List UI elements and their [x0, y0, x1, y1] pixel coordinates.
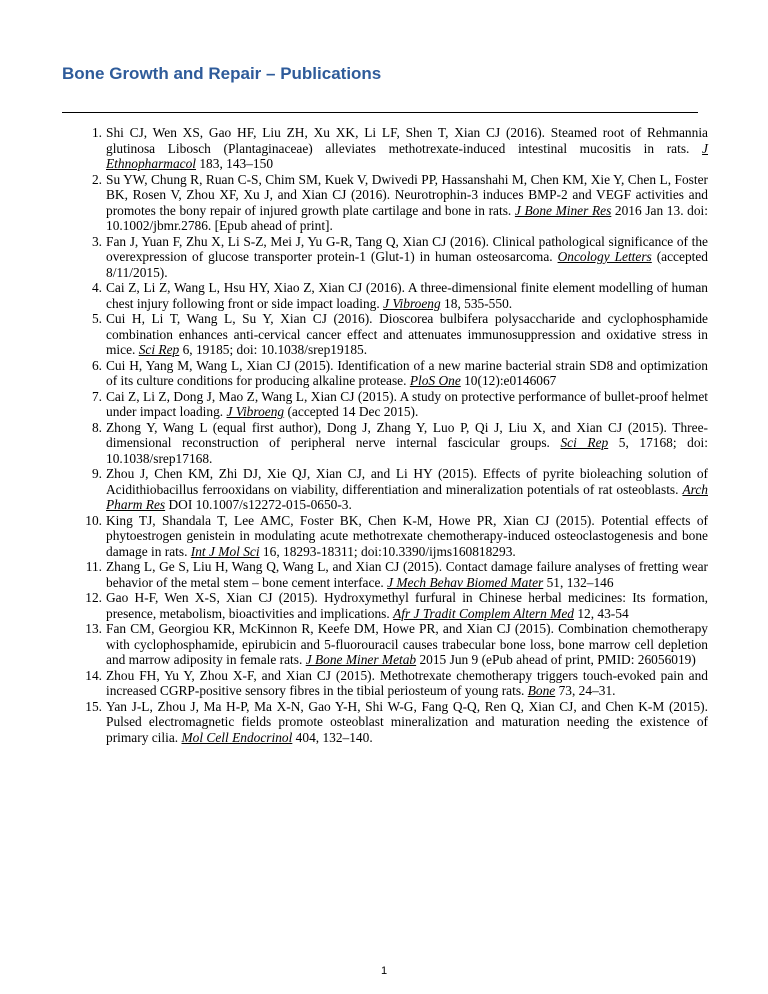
- reference-citation: Gao H-F, Wen X-S, Xian CJ (2015). Hydroxymethyl furfural in Chinese herbal medicines: Its formation, presence, metabolism, bioactivities and implications.: [106, 590, 708, 621]
- reference-journal: Oncology Letters: [557, 249, 652, 264]
- reference-item: [85, 590, 708, 621]
- reference-number: 9.: [91, 466, 102, 481]
- reference-number: 8.: [91, 419, 102, 435]
- reference-citation: Cai Z, Li Z, Wang L, Hsu HY, Xiao Z, Xian CJ (2016). A three-dimensional finite element modelling of human chest injury following front or side impact loading.: [106, 280, 708, 311]
- reference-journal: PloS One: [409, 373, 461, 388]
- reference-citation: Zhang L, Ge S, Liu H, Wang Q, Wang L, and Xian CJ (2015). Contact damage failure analyses of fretting wear behavior of the metal stem – bone cement interface.: [106, 559, 708, 590]
- reference-journal: Sci Rep: [560, 435, 609, 450]
- reference-details: 10(12):e0146067: [460, 373, 557, 388]
- reference-details: 6, 19185; doi: 10.1038/srep19185.: [179, 342, 368, 357]
- reference-citation: Su YW, Chung R, Ruan C-S, Chim SM, Kuek V, Dwivedi PP, Hassanshahi M, Chen KM, Xie Y, Chen L, Foster BK, Rosen V, Zhou XF, Xu J, and Xian CJ (2016). Neurotrophin-3 induces BMP-2 and VEGF activities and promotes the bony repair of injured growth plate cartilage and bone in rats.: [106, 171, 708, 218]
- reference-journal: Afr J Tradit Complem Altern Med: [393, 605, 574, 621]
- reference-citation: Cai Z, Li Z, Dong J, Mao Z, Wang L, Xian CJ (2015). A study on protective performance of bullet-proof helmet under impact loading.: [106, 388, 708, 419]
- reference-number: 11.: [85, 559, 102, 574]
- page-number: 1: [380, 965, 388, 977]
- reference-number: 1.: [91, 125, 102, 140]
- reference-details: 16, 18293-18311; doi:10.3390/ijms160818293.: [259, 543, 516, 559]
- reference-item: [91, 233, 709, 281]
- reference-details: 12, 43-54: [573, 605, 629, 621]
- reference-journal: J Mech Behav Biomed Mater: [387, 574, 544, 590]
- title-divider: [62, 112, 698, 113]
- reference-number: 12.: [85, 590, 102, 605]
- reference-item: [91, 171, 708, 234]
- reference-item: [91, 388, 708, 420]
- reference-journal: J Bone Miner Metab: [305, 652, 417, 667]
- reference-journal: Int J Mol Sci: [190, 543, 260, 559]
- reference-journal: J Ethnopharmacol: [106, 140, 708, 171]
- reference-journal: J Vibroeng: [226, 404, 285, 419]
- reference-citation: Fan CM, Georgiou KR, McKinnon R, Keefe DM, Howe PR, and Xian CJ (2015). Combination chemotherapy with cyclophosphamide, epirubicin and 5-fluorouracil causes trabecular bone loss, bone marrow cell depletion and marrow adiposity in female rats.: [106, 621, 708, 667]
- reference-item: [91, 125, 708, 172]
- reference-details: DOI 10.1007/s12272-015-0650-3.: [165, 497, 352, 512]
- reference-item: [91, 311, 708, 358]
- reference-journal: Bone: [527, 683, 556, 698]
- reference-item: [91, 419, 708, 467]
- reference-details: 404, 132–140.: [292, 729, 373, 745]
- reference-list: [0, 125, 768, 745]
- reference-item: [85, 512, 708, 560]
- reference-details: 183, 143–150: [196, 156, 274, 171]
- reference-details: (accepted 14 Dec 2015).: [284, 404, 419, 419]
- reference-citation: Cui H, Li T, Wang L, Su Y, Xian CJ (2016). Dioscorea bulbifera polysaccharide and cyclophosphamide combination enhances anti-cervical cancer effect and attenuates immunosuppression and oxidative stress in mice.: [106, 311, 708, 357]
- reference-journal: Arch Pharm Res: [106, 481, 708, 512]
- reference-citation: Fan J, Yuan F, Zhu X, Li S-Z, Mei J, Yu G-R, Tang Q, Xian CJ (2016). Clinical pathological significance of the overexpression of glucose transporter protein-1 (Glut-1) in human osteosarcoma.: [106, 233, 708, 264]
- reference-journal: Mol Cell Endocrinol: [181, 729, 293, 745]
- reference-item: [91, 357, 708, 389]
- reference-citation: King TJ, Shandala T, Lee AMC, Foster BK, Chen K-M, Howe PR, Xian CJ (2015). Potential effects of phytoestrogen genistein in modulating acute methotrexate chemotherapy-induced osteoclastogenesis and bone damage in rats.: [106, 512, 708, 559]
- reference-details: 18, 535-550.: [440, 295, 513, 311]
- reference-journal: J Vibroeng: [383, 295, 441, 311]
- reference-citation: Zhong Y, Wang L (equal first author), Dong J, Zhang Y, Luo P, Qi J, Liu X, and Xian CJ (2015). Three-dimensional reconstruction of peripheral nerve internal fascicular groups.: [106, 419, 708, 450]
- reference-item: [85, 559, 708, 590]
- reference-journal: J Bone Miner Res: [514, 202, 612, 218]
- page-title: Bone Growth and Repair – Publications: [62, 64, 382, 83]
- reference-citation: Shi CJ, Wen XS, Gao HF, Liu ZH, Xu XK, Li LF, Shen T, Xian CJ (2016). Steamed root of Rehmannia glutinosa Libosch (Plantaginaceae) alleviates methotrexate-induced intestinal mucositis in rats.: [106, 125, 708, 156]
- reference-number: 10.: [85, 512, 102, 528]
- reference-details: 2015 Jun 9 (ePub ahead of print, PMID: 26056019): [416, 652, 696, 667]
- reference-item: [91, 466, 708, 513]
- reference-number: 7.: [91, 388, 102, 404]
- reference-number: 6.: [91, 357, 102, 373]
- reference-number: 3.: [91, 233, 102, 249]
- reference-number: 4.: [91, 280, 102, 295]
- reference-item: [85, 667, 708, 699]
- reference-number: 2.: [91, 171, 102, 187]
- reference-item: [85, 621, 708, 668]
- reference-details: 5, 17168; doi: 10.1038/srep17168.: [106, 435, 708, 466]
- reference-item: [85, 698, 708, 746]
- reference-number: 14.: [85, 667, 102, 683]
- reference-details: 73, 24–31.: [555, 683, 616, 698]
- reference-details: 2016 Jan 13. doi: 10.1002/jbmr.2786. [Epub ahead of print].: [106, 202, 708, 233]
- reference-item: [91, 280, 708, 311]
- reference-number: 15.: [85, 698, 102, 714]
- reference-citation: Zhou J, Chen KM, Zhi DJ, Xie QJ, Xian CJ, and Li HY (2015). Effects of pyrite bioleaching solution of Acidithiobacillus ferrooxidans on viability, differentiation and mineralization potentials of rat osteoblasts.: [106, 466, 708, 497]
- reference-journal: Sci Rep: [138, 342, 180, 357]
- reference-number: 13.: [85, 621, 102, 636]
- reference-citation: Zhou FH, Yu Y, Zhou X-F, and Xian CJ (2015). Methotrexate chemotherapy triggers touch-evoked pain and increased CGRP-positive sensory fibres in the tibial periosteum of young rats.: [106, 667, 708, 698]
- reference-citation: Cui H, Yang M, Wang L, Xian CJ (2015). Identification of a new marine bacterial strain SD8 and optimization of its culture conditions for producing alkaline protease.: [106, 357, 708, 388]
- reference-details: (accepted 8/11/2015).: [106, 249, 709, 280]
- reference-citation: Yan J-L, Zhou J, Ma H-P, Ma X-N, Gao Y-H, Shi W-G, Fang Q-Q, Ren Q, Xian CJ, and Chen K-M (2015). Pulsed electromagnetic fields promote osteoblast mineralization and maturation needing the existence of primary cilia.: [106, 698, 708, 745]
- reference-details: 51, 132–146: [543, 574, 614, 590]
- reference-number: 5.: [91, 311, 102, 326]
